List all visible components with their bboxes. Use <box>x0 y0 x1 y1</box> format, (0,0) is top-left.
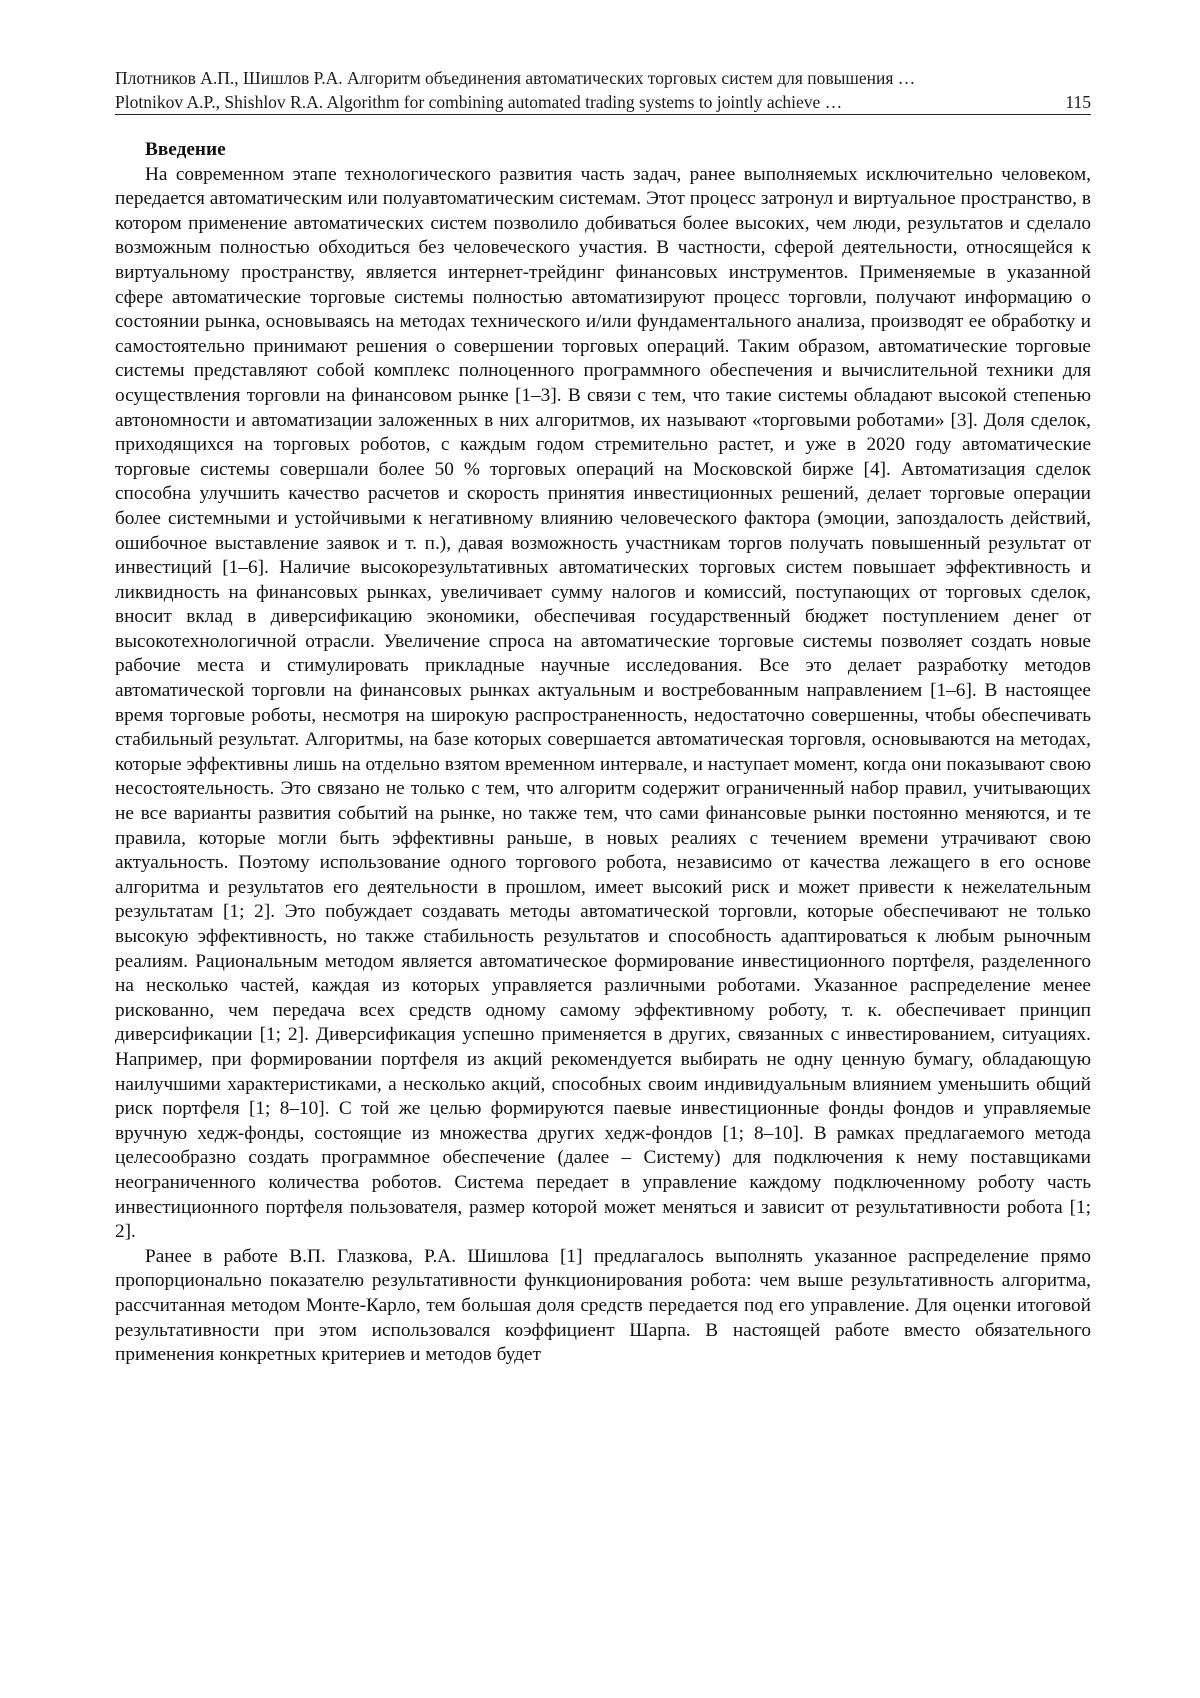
page-number: 115 <box>1065 92 1091 112</box>
running-head-russian: Плотников А.П., Шишлов Р.А. Алгоритм объединения автоматических торговых систем для повышения … <box>115 68 916 88</box>
running-head-english-row <box>115 90 1091 115</box>
section-heading: Введение <box>145 139 226 160</box>
running-head-english: Plotnikov A.P., Shishlov R.A. Algorithm for combining automated trading systems to jointly achieve … <box>115 92 843 112</box>
body-paragraph-2: Ранее в работе В.П. Глазкова, Р.А. Шишлова [1] предлагалось выполнять указанное распределение прямо пропорционально показателю результативности функционирования робота: чем выше результативность алгоритма, рассчитанная методом Монте-Карло, тем большая доля средств передается под его управление. Для оценки итоговой результативности при этом использовался коэффициент Шарпа. В настоящей работе вместо обязательного применения конкретных критериев и методов будет <box>115 1245 1091 1366</box>
body-paragraph-1: На современном этапе технологического развития часть задач, ранее выполняемых исключительно человеком, передается автоматическим или полуавтоматическим системам. Этот процесс затронул и виртуальное пространство, в котором применение автоматических систем позволило добиваться более высоких, чем люди, результатов и сделало возможным полностью обходиться без человеческого участия. В частности, сферой деятельности, относящейся к виртуальному пространству, является интернет-трейдинг финансовых инструментов. Применяемые в указанной сфере автоматические торговые системы полностью автоматизируют процесс торговли, получают информацию о состоянии рынка, основываясь на методах технического и/или фундаментального анализа, производят ее обработку и самостоятельно принимают решения о совершении торговых операций. Таким образом, автоматические торговые системы представляют собой комплекс полноценного программного обеспечения и вычислительной техники для осуществления торговли на финансовом рынке [1–3]. В связи с тем, что такие системы обладают высокой степенью автономности и автоматизации заложенных в них алгоритмов, их называют «торговыми роботами» [3]. Доля сделок, приходящихся на торговых роботов, с каждым годом стремительно растет, и уже в 2020 году автоматические торговые системы совершали более 50 % торговых операций на Московской бирже [4]. Автоматизация сделок способна улучшить качество расчетов и скорость принятия инвестиционных решений, делает торговые операции более системными и устойчивыми к негативному влиянию человеческого фактора (эмоции, запоздалость действий, ошибочное выставление заявок и т. п.), давая возможность участникам торгов получать повышенный результат от инвестиций [1–6]. Наличие высокорезультативных автоматических торговых систем повышает эффективность и ликвидность на финансовых рынках, увеличивает сумму налогов и комиссий, поступающих от торговых сделок, вносит вклад в диверсификацию экономики, обеспечивая государственный бюджет поступлением денег от высокотехнологичной отрасли. Увеличение спроса на автоматические торговые системы позволяет создать новые рабочие места и стимулировать прикладные научные исследования. Все это делает разработку методов автоматической торговли на финансовых рынках актуальным и востребованным направлением [1–6]. В настоящее время торговые роботы, несмотря на широкую распространенность, недостаточно совершенны, чтобы обеспечивать стабильный результат. Алгоритмы, на базе которых совершается автоматическая торговля, основываются на методах, которые эффективны лишь на отдельно взятом временном интервале, и наступает момент, когда они показывают свою несостоятельность. Это связано не только с тем, что алгоритм содержит ограниченный набор правил, учитывающих не все варианты развития событий на рынке, но также тем, что сами финансовые рынки постоянно меняются, и те правила, которые могли быть эффективны раньше, в новых реалиях с течением времени утрачивают свою актуальность. Поэтому использование одного торгового робота, независимо от качества лежащего в его основе алгоритма и результатов его деятельности в прошлом, имеет высокий риск и может привести к нежелательным результатам [1; 2]. Это побуждает создавать методы автоматической торговли, которые обеспечивают не только высокую эффективность, но также стабильность результатов и способность адаптироваться к любым рыночным реалиям. Рациональным методом является автоматическое формирование инвестиционного портфеля, разделенного на несколько частей, каждая из которых управляется различными роботами. Указанное распределение менее рискованно, чем передача всех средств одному самому эффективному роботу, т. к. обеспечивает принцип диверсификации [1; 2]. Диверсификация успешно применяется в других, связанных с инвестированием, ситуациях. Например, при формировании портфеля из акций рекомендуется выбирать не одну ценную бумагу, обладающую наилучшими характеристиками, а несколько акций, способных своим индивидуальным влиянием уменьшить общий риск портфеля [1; 8–10]. С той же целью формируются паевые инвестиционные фонды фондов и управляемые вручную хедж-фонды, состоящие из множества других хедж-фондов [1; 8–10]. В рамках предлагаемого метода целесообразно создать программное обеспечение (далее – Систему) для подключения к нему поставщиками неограниченного количества роботов. Система передает в управление каждому подключенному роботу часть инвестиционного портфеля пользователя, размер которой может меняться и зависит от результативности робота [1; 2]. <box>115 163 1091 1243</box>
running-head <box>115 66 1091 115</box>
article-body <box>115 138 1091 1368</box>
